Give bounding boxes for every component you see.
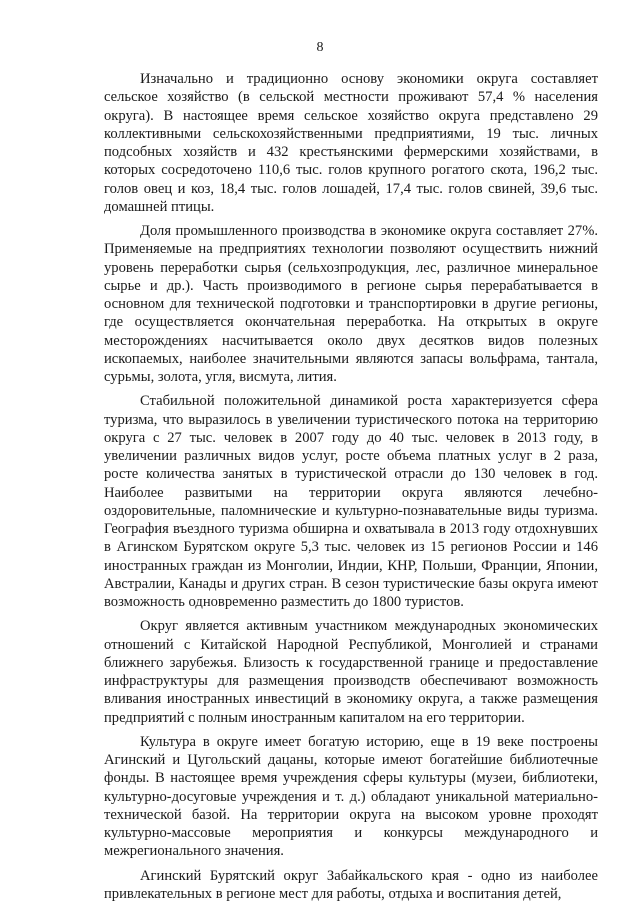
paragraph-tourism: Стабильной положительной динамикой роста характеризуется сфера туризма, что выразилось в увеличении туристического потока на территорию округа с 27 тыс. человек в 2007 году до 40 тыс. человек в 2013 году, в увеличении различных видов услуг, росте объема платных услуг в 2 раза, росте количества занятых в туристической отрасли до 130 человек в год. Наиболее развитыми на территории округа являются лечебно-оздоровительные, паломнические и культурно-познавательные виды туризма. География въездного туризма обширна и охватывала в 2013 году отдохнувших в Агинском Бурятском округе 5,3 тыс. человек из 15 регионов России и 146 иностранных граждан из Монголии, Индии, КНР, Польши, Франции, Японии, Австралии, Канады и других стран. В сезон туристические базы округа имеют возможность одновременно разместить до 1800 туристов. — [104, 393, 598, 610]
paragraph-agriculture: Изначально и традиционно основу экономики округа составляет сельское хозяйство (в сельской местности проживают 57,4 % населения округа). В настоящее время сельское хозяйство округа представлено 29 коллективными сельскохозяйственными предприятиями, 19 тыс. личных подсобных хозяйств и 432 крестьянскими фермерскими хозяйствами, в которых сосредоточено 110,6 тыс. голов крупного рогатого скота, 196,2 тыс. голов овец и коз, 18,4 тыс. голов лошадей, 17,4 тыс. голов свиней, 39,6 тыс. домашней птицы. — [104, 71, 598, 215]
page-number: 8 — [316, 40, 324, 55]
paragraph-international-relations: Округ является активным участником международных экономических отношений с Китайской Народной Республикой, Монголией и странами ближнего зарубежья. Близость к государственной границе и предоставление инфраструктуры для размещения производств обеспечивают возможность вливания иностранных инвестиций в экономику округа, а также размещения предприятий с полным иностранным капиталом на его территории. — [104, 618, 598, 726]
paragraph-attractiveness: Агинский Бурятский округ Забайкальского края - одно из наиболее привлекательных в регионе мест для работы, отдыха и воспитания детей, — [104, 867, 598, 902]
paragraph-industry: Доля промышленного производства в экономике округа составляет 27%. Применяемые на предприятиях технологии позволяют осуществить нижний уровень переработки сырья (сельхозпродукция, лес, различное минеральное сырье и др.). Часть производимого в регионе сырья перерабатывается в основном для технической подготовки и транспортировки в другие регионы, где осуществляется окончательная переработка. На открытых в округе месторождениях насчитывается около двух десятков видов полезных ископаемых, наиболее значительными являются запасы вольфрама, тантала, сурьмы, золота, угля, висмута, лития. — [104, 223, 598, 385]
body-text — [104, 70, 598, 909]
paragraph-culture: Культура в округе имеет богатую историю, еще в 19 веке построены Агинский и Цугольский дацаны, которые имеют богатейшие библиотечные фонды. В настоящее время учреждения сферы культуры (музеи, библиотеки, культурно-досуговые учреждения и т. д.) обладают уникальной материально-технической базой. На территории округа на высоком уровне проходят культурно-массовые мероприятия и конкурсы международного и межрегионального значения. — [104, 733, 598, 860]
